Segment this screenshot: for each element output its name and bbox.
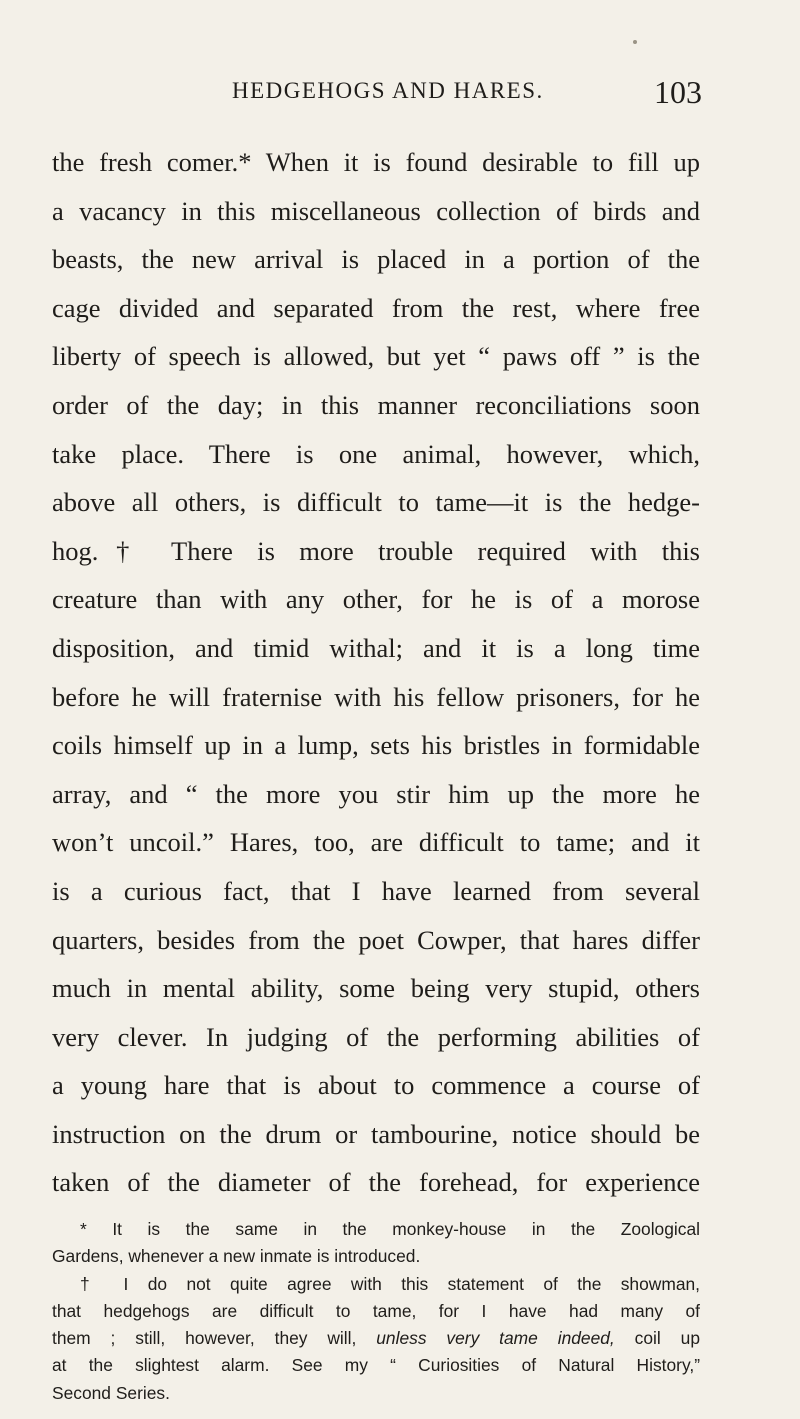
text-line: before he will fraternise with his fellow prisoners, for he bbox=[52, 681, 700, 712]
page-header bbox=[52, 74, 702, 118]
running-head: HEDGEHOGS AND HARES. bbox=[232, 78, 544, 103]
text-line: won’t uncoil.” Hares, too, are difficult to tame; and it bbox=[52, 827, 700, 858]
footnote-text: them ; still, however, they will, bbox=[52, 1328, 377, 1349]
text-line: very clever. In judging of the performing abilities of bbox=[52, 1021, 700, 1052]
footnote-2-line: at the slightest alarm. See my “ Curiosities of Natural History,” bbox=[52, 1355, 700, 1376]
text-line: above all others, is difficult to tame—it is the hedge- bbox=[52, 487, 700, 518]
text-line: instruction on the drum or tambourine, notice should be bbox=[52, 1118, 700, 1149]
paper-speck bbox=[633, 40, 637, 44]
text-line: hog.† There is more trouble required with this bbox=[52, 535, 700, 566]
text-line: taken of the diameter of the forehead, for experience bbox=[52, 1167, 700, 1198]
footnote-2-line: that hedgehogs are difficult to tame, for I have had many of bbox=[52, 1300, 700, 1321]
text-line: coils himself up in a lump, sets his bristles in formidable bbox=[52, 730, 700, 761]
footnote-text: coil up bbox=[614, 1328, 700, 1349]
text-line: disposition, and timid withal; and it is a long time bbox=[52, 632, 700, 663]
text-line: a young hare that is about to commence a course of bbox=[52, 1070, 700, 1101]
footnote-emphasis: unless very tame indeed, bbox=[376, 1328, 615, 1349]
text-line: order of the day; in this manner reconciliations soon bbox=[52, 389, 700, 420]
text-line: the fresh comer.* When it is found desirable to fill up bbox=[52, 147, 700, 177]
footnote-2-line: † I do not quite agree with this statement of the showman, bbox=[80, 1273, 700, 1294]
text-line: array, and “ the more you stir him up the more he bbox=[52, 778, 700, 809]
footnote-2-line bbox=[52, 1325, 700, 1352]
footnotes bbox=[52, 1216, 700, 1407]
footnote-1-line: * It is the same in the monkey-house in the Zoological bbox=[80, 1219, 700, 1239]
text-line: much in mental ability, some being very stupid, others bbox=[52, 973, 700, 1004]
text-line: take place. There is one animal, however, which, bbox=[52, 438, 700, 469]
body-text bbox=[52, 138, 700, 1207]
text-line: beasts, the new arrival is placed in a portion of the bbox=[52, 244, 700, 275]
text-line: creature than with any other, for he is of a morose bbox=[52, 584, 700, 615]
footnote-2-line: Second Series. bbox=[52, 1382, 170, 1403]
text-line: cage divided and separated from the rest, where free bbox=[52, 292, 700, 323]
text-line: quarters, besides from the poet Cowper, that hares differ bbox=[52, 924, 700, 955]
footnote-1-line: Gardens, whenever a new inmate is introduced. bbox=[52, 1246, 421, 1267]
page-number: 103 bbox=[654, 74, 702, 110]
text-line: liberty of speech is allowed, but yet “ paws off ” is the bbox=[52, 341, 700, 372]
text-line: is a curious fact, that I have learned from several bbox=[52, 875, 700, 906]
text-line: a vacancy in this miscellaneous collection of birds and bbox=[52, 195, 700, 226]
